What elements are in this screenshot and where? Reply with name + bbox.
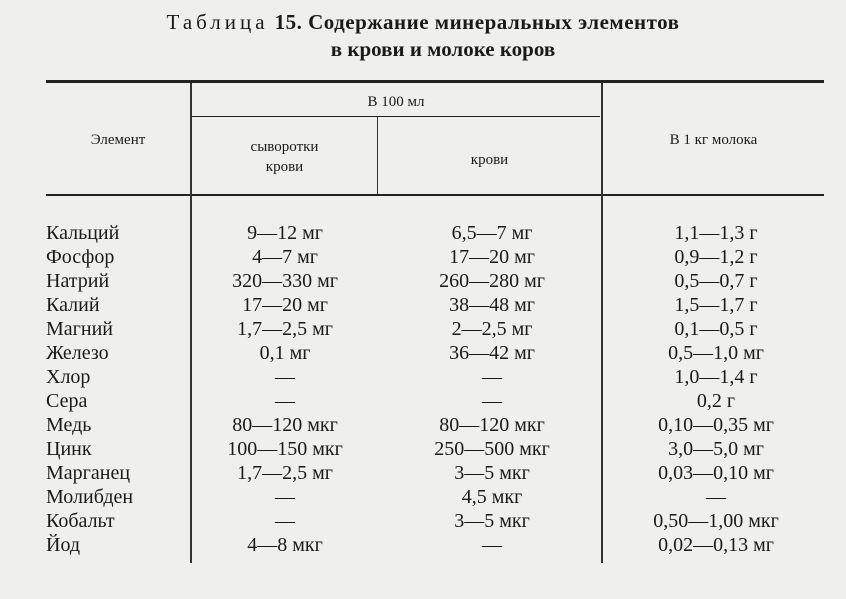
serum-value: — — [275, 510, 295, 532]
table-row — [0, 461, 846, 485]
table-row — [0, 221, 846, 245]
milk-value: 0,50—1,00 мкг — [653, 510, 779, 532]
element-name: Железо — [46, 342, 109, 364]
table-title — [0, 10, 846, 62]
blood-value: 2—2,5 мг — [451, 318, 533, 340]
title-prefix: Таблица — [166, 10, 269, 34]
serum-value: 80—120 мкг — [232, 414, 338, 436]
subheader-rule — [192, 116, 600, 117]
milk-value: 0,5—0,7 г — [674, 270, 758, 292]
element-name: Магний — [46, 318, 113, 340]
element-name: Цинк — [46, 438, 92, 460]
blood-value: 260—280 мг — [439, 270, 545, 292]
element-name: Марганец — [46, 462, 131, 484]
blood-value: 250—500 мкг — [434, 438, 550, 460]
blood-value: 38—48 мг — [449, 294, 535, 316]
blood-value: 3—5 мкг — [454, 510, 530, 532]
milk-value: 3,0—5,0 мг — [668, 438, 764, 460]
serum-value: 17—20 мг — [242, 294, 328, 316]
serum-value: — — [275, 390, 295, 412]
title-line-2: в крови и молоке коров — [330, 37, 556, 61]
element-name: Натрий — [46, 270, 110, 292]
serum-value: 4—7 мг — [252, 246, 318, 268]
milk-value: 0,03—0,10 мг — [658, 462, 774, 484]
table-row — [0, 365, 846, 389]
serum-value: — — [275, 366, 295, 388]
header-per100: В 100 мл — [367, 94, 425, 110]
element-name: Сера — [46, 390, 88, 412]
milk-value: 1,5—1,7 г — [674, 294, 758, 316]
title-line-1 — [0, 10, 846, 35]
header-milk: В 1 кг молока — [669, 132, 758, 148]
element-name: Фосфор — [46, 246, 115, 268]
milk-value: 0,02—0,13 мг — [658, 534, 774, 556]
table-row — [0, 341, 846, 365]
element-name: Йод — [46, 534, 81, 556]
title-number-text: 15. Содержание минеральных элементов — [274, 10, 680, 34]
serum-value: — — [275, 486, 295, 508]
milk-value: 1,0—1,4 г — [674, 366, 758, 388]
table-row — [0, 317, 846, 341]
element-name: Хлор — [46, 366, 91, 388]
serum-value: 320—330 мг — [232, 270, 338, 292]
milk-value: 0,5—1,0 мг — [668, 342, 764, 364]
header-serum — [192, 137, 377, 177]
serum-value: 100—150 мкг — [227, 438, 343, 460]
milk-value: 0,1—0,5 г — [674, 318, 758, 340]
element-name: Калий — [46, 294, 100, 316]
blood-value: 4,5 мкг — [461, 486, 523, 508]
blood-value: 17—20 мг — [449, 246, 535, 268]
header-element: Элемент — [90, 132, 146, 148]
element-name: Кобальт — [46, 510, 115, 532]
header-serum-line1: сыворотки — [250, 139, 319, 155]
blood-value: — — [482, 390, 502, 412]
milk-value: 0,2 г — [696, 390, 736, 412]
element-name: Молибден — [46, 486, 134, 508]
table-row — [0, 269, 846, 293]
table-row — [0, 509, 846, 533]
header-serum-line2: крови — [265, 159, 304, 175]
header-blood: крови — [470, 152, 509, 168]
table-row — [0, 293, 846, 317]
element-name: Кальций — [46, 222, 120, 244]
blood-value: 80—120 мкг — [439, 414, 545, 436]
table-row — [0, 389, 846, 413]
serum-value: 1,7—2,5 мг — [237, 462, 333, 484]
table-row — [0, 245, 846, 269]
milk-value: 0,10—0,35 мг — [658, 414, 774, 436]
table-row — [0, 413, 846, 437]
milk-value: 0,9—1,2 г — [674, 246, 758, 268]
serum-value: 9—12 мг — [247, 222, 323, 244]
header-bottom-rule — [46, 194, 824, 196]
milk-value: — — [706, 486, 726, 508]
blood-value: 6,5—7 мг — [451, 222, 533, 244]
blood-value: — — [482, 534, 502, 556]
serum-value: 0,1 мг — [259, 342, 311, 364]
table-row — [0, 437, 846, 461]
blood-value: 36—42 мг — [449, 342, 535, 364]
blood-value: 3—5 мкг — [454, 462, 530, 484]
serum-value: 4—8 мкг — [247, 534, 323, 556]
table-row — [0, 533, 846, 557]
top-rule — [46, 80, 824, 83]
milk-value: 1,1—1,3 г — [674, 222, 758, 244]
blood-value: — — [482, 366, 502, 388]
serum-value: 1,7—2,5 мг — [237, 318, 333, 340]
element-name: Медь — [46, 414, 92, 436]
table-row — [0, 485, 846, 509]
